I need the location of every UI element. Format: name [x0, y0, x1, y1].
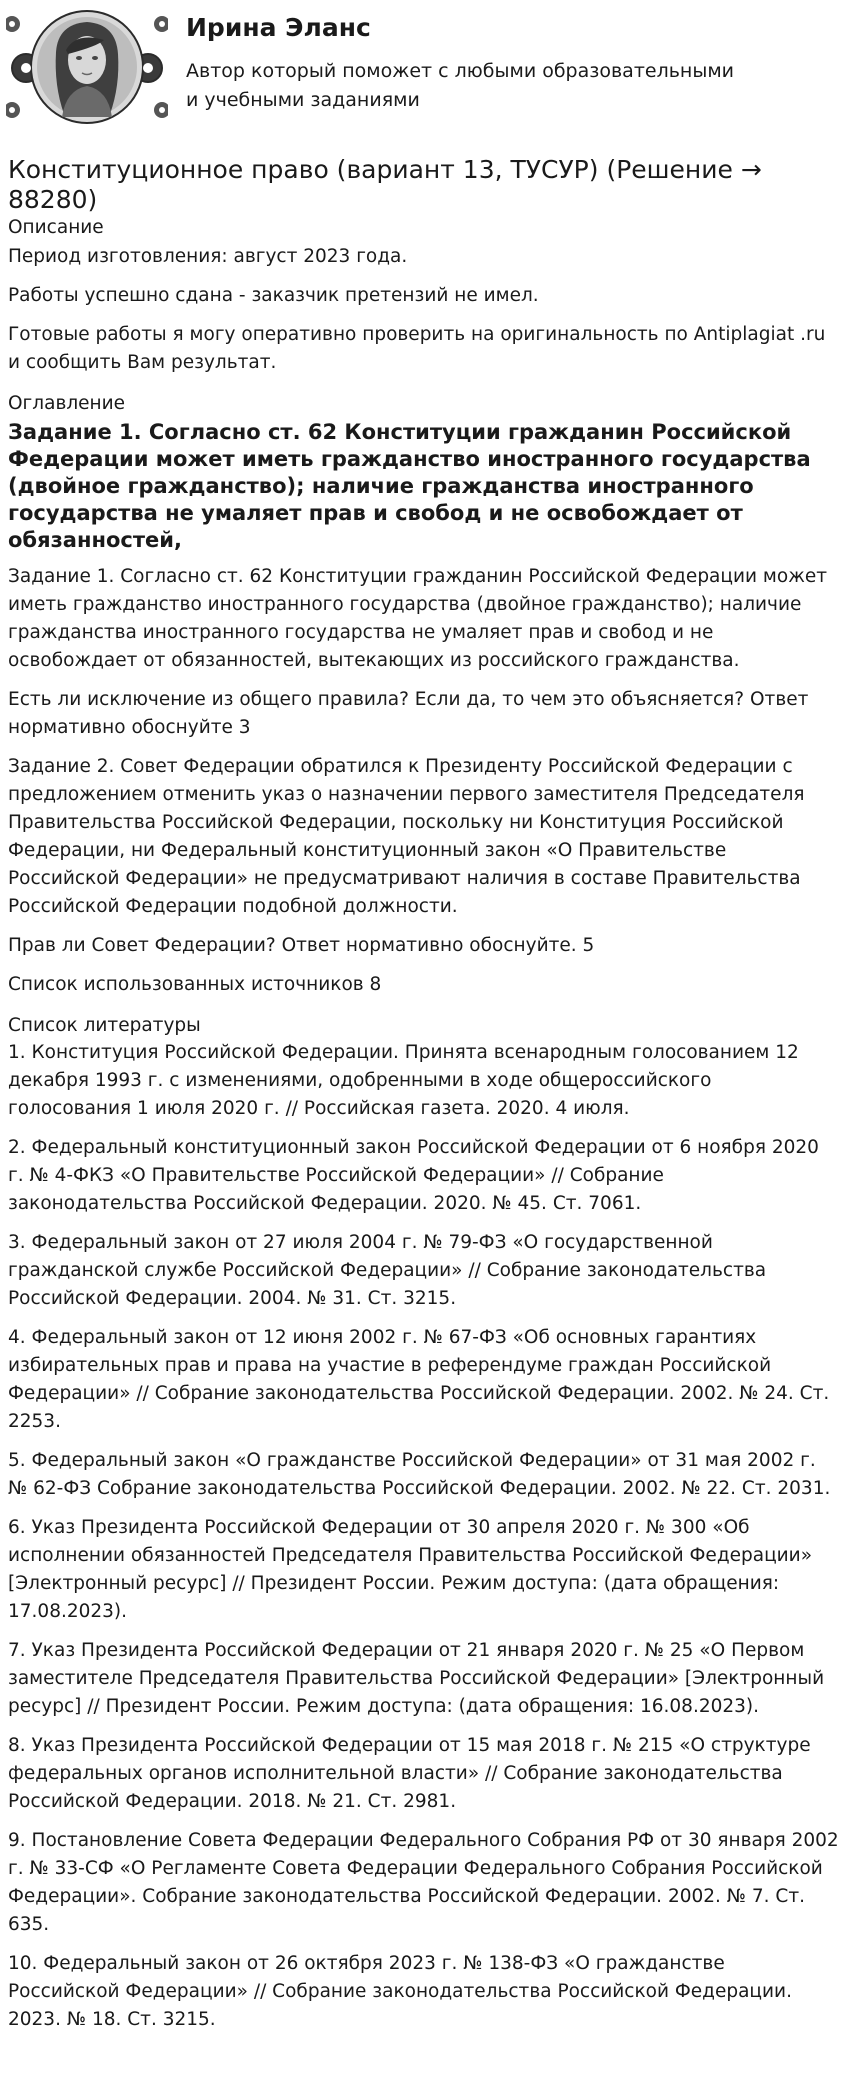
reference-item: 7. Указ Президента Российской Федерации от 21 января 2020 г. № 25 «О Первом заместителе Председателя Правительства Российской Федерации» [Электронный ресурс] // Президент России. Режим доступа: (дата обращения: 16.08.2023).	[8, 1640, 825, 1717]
reference-item: 6. Указ Президента Российской Федерации от 30 апреля 2020 г. № 300 «Об исполнении обязанностей Председателя Правительства Российской Федерации» [Электронный ресурс] // Президент России. Режим доступа: (дата обращения: 17.08.2023).	[8, 1517, 813, 1622]
toc-paragraph: Прав ли Совет Федерации? Ответ нормативно обоснуйте. 5	[8, 935, 595, 956]
reference-item: 8. Указ Президента Российской Федерации от 15 мая 2018 г. № 215 «О структуре федеральных органов исполнительной власти» // Собрание законодательства Российской Федерации. 2018. № 21. Ст. 2981.	[8, 1735, 811, 1812]
description-label: Описание	[8, 217, 104, 238]
reference-item: 10. Федеральный закон от 26 октября 2023 г. № 138-ФЗ «О гражданстве Российской Федерации» // Собрание законодательства Российской Федерации. 2023. № 18. Ст. 3215.	[8, 1953, 792, 2030]
author-avatar[interactable]	[6, 6, 168, 128]
toc-paragraph: Задание 2. Совет Федерации обратился к Президенту Российской Федерации с предложением отменить указ о назначении первого заместителя Председателя Правительства Российской Федерации, поскольку ни Конституция Российской Федерации, ни Федеральный конституционный закон «О Правительстве Российской Федерации» не предусматривают наличия в составе Правительства Российской Федерации подобной должности.	[8, 756, 805, 917]
description-paragraph: Период изготовления: август 2023 года.	[8, 246, 408, 267]
description-paragraph: Готовые работы я могу оперативно проверить на оригинальность по Antiplagiat .ru и сообщить Вам результат.	[8, 324, 826, 373]
toc-label: Оглавление	[8, 393, 126, 414]
work-title: Конституционное право (вариант 13, ТУСУР) (Решение → 88280)	[8, 155, 762, 214]
reference-item: 5. Федеральный закон «О гражданстве Российской Федерации» от 31 мая 2002 г. № 62-ФЗ Собрание законодательства Российской Федерации. 2002. № 22. Ст. 2031.	[8, 1450, 831, 1499]
reference-item: 4. Федеральный закон от 12 июня 2002 г. № 67-ФЗ «Об основных гарантиях избирательных прав и права на участие в референдуме граждан Российской Федерации» // Собрание законодательства Российской Федерации. 2002. № 24. Ст. 2253.	[8, 1327, 830, 1432]
author-info	[186, 6, 746, 115]
toc-paragraph: Задание 1. Согласно ст. 62 Конституции гражданин Российской Федерации может иметь гражданство иностранного государства (двойное гражданство); наличие гражданства иностранного государства не умаляет прав и свобод и не освобождает от обязанностей, вытекающих из российского гражданства.	[8, 566, 828, 671]
author-description: Автор который поможет с любыми образовательными и учебными заданиями	[186, 60, 735, 111]
toc-paragraph: Список использованных источников 8	[8, 974, 382, 995]
toc-paragraph: Есть ли исключение из общего правила? Если да, то чем это объясняется? Ответ нормативно обоснуйте 3	[8, 689, 809, 738]
author-name[interactable]: Ирина Эланс	[186, 13, 371, 42]
author-card	[8, 0, 839, 146]
description-paragraph: Работы успешно сдана - заказчик претензий не имел.	[8, 285, 539, 306]
reference-item: 2. Федеральный конституционный закон Российской Федерации от 6 ноября 2020 г. № 4-ФКЗ «О Правительстве Российской Федерации» // Собрание законодательства Российской Федерации. 2020. № 45. Ст. 7061.	[8, 1137, 819, 1214]
reference-item: 9. Постановление Совета Федерации Федерального Собрания РФ от 30 января 2002 г. № 33-СФ «О Регламенте Совета Федерации Федерального Собрания Российской Федерации». Собрание законодательства Российской Федерации. 2002. № 7. Ст. 635.	[8, 1830, 839, 1935]
references-label: Список литературы	[8, 1015, 201, 1036]
reference-item: 3. Федеральный закон от 27 июля 2004 г. № 79-ФЗ «О государственной гражданской службе Российской Федерации» // Собрание законодательства Российской Федерации. 2004. № 31. Ст. 3215.	[8, 1232, 767, 1309]
reference-item: 1. Конституция Российской Федерации. Принята всенародным голосованием 12 декабря 1993 г. с изменениями, одобренными в ходе общероссийского голосования 1 июля 2020 г. // Российская газета. 2020. 4 июля.	[8, 1042, 799, 1119]
toc-heading: Задание 1. Согласно ст. 62 Конституции гражданин Российской Федерации может иметь гражданство иностранного государства (двойное гражданство); наличие гражданства иностранного государства не умаляет прав и свобод и не освобождает от обязанностей,	[8, 420, 811, 552]
